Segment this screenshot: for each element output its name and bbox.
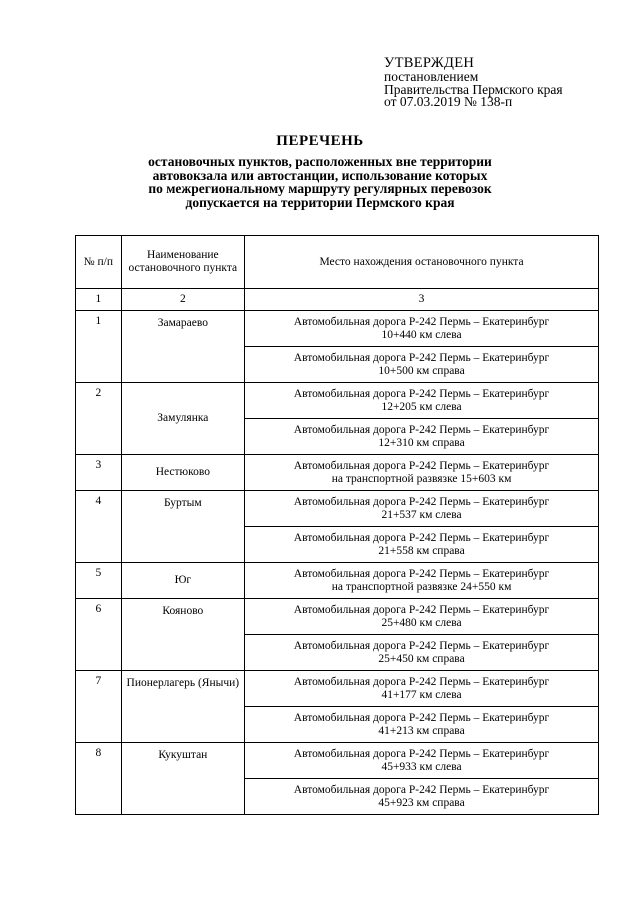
- subtitle-line: по межрегиональному маршруту регулярных перевозок: [148, 181, 492, 196]
- stop-location: [245, 491, 599, 527]
- row-number: 7: [76, 671, 122, 743]
- location-road: Автомобильная дорога Р-242 Пермь – Екатеринбург: [293, 423, 550, 436]
- subtitle-line: допускается на территории Пермского края: [185, 194, 455, 210]
- location-road: Автомобильная дорога Р-242 Пермь – Екатеринбург: [293, 711, 550, 724]
- stop-name: Нестюково: [121, 455, 244, 491]
- row-number: 1: [76, 311, 122, 383]
- stop-name: Кукуштан: [121, 743, 244, 815]
- location-detail: 21+558 км справа: [378, 544, 465, 557]
- approval-line: от 07.03.2019 № 138-п: [384, 94, 513, 109]
- stop-location: [245, 311, 599, 347]
- location-road: Автомобильная дорога Р-242 Пермь – Екатеринбург: [293, 783, 550, 796]
- table-row: [76, 491, 599, 527]
- header-location: Место нахождения остановочного пункта: [245, 236, 599, 289]
- stop-location: [245, 779, 599, 815]
- stop-name: Пионерлагерь (Янычи): [121, 671, 244, 743]
- stop-name: Замараево: [121, 311, 244, 383]
- location-detail: 10+500 км справа: [378, 364, 465, 377]
- location-detail: на транспортной развязке 15+603 км: [331, 472, 512, 485]
- column-number-row: [76, 289, 599, 311]
- location-detail: на транспортной развязке 24+550 км: [331, 580, 512, 593]
- table-row: [76, 743, 599, 779]
- stop-location: [245, 635, 599, 671]
- location-road: Автомобильная дорога Р-242 Пермь – Екатеринбург: [293, 495, 550, 508]
- table-row: [76, 599, 599, 635]
- location-road: Автомобильная дорога Р-242 Пермь – Екатеринбург: [293, 531, 550, 544]
- table-row: [76, 383, 599, 419]
- location-road: Автомобильная дорога Р-242 Пермь – Екатеринбург: [293, 639, 550, 652]
- row-number: 5: [76, 563, 122, 599]
- row-number: 6: [76, 599, 122, 671]
- location-road: Автомобильная дорога Р-242 Пермь – Екатеринбург: [293, 387, 550, 400]
- location-road: Автомобильная дорога Р-242 Пермь – Екатеринбург: [293, 567, 550, 580]
- table-row: [76, 311, 599, 347]
- location-detail: 41+177 км слева: [381, 688, 462, 701]
- table-header-row: [76, 236, 599, 289]
- stop-name: Юг: [121, 563, 244, 599]
- document-subtitle: [0, 155, 640, 209]
- stop-location: [245, 671, 599, 707]
- table-row: [76, 455, 599, 491]
- stop-location: [245, 383, 599, 419]
- column-number: 2: [121, 289, 244, 311]
- location-detail: 12+205 км слева: [381, 400, 462, 413]
- row-number: 4: [76, 491, 122, 563]
- location-detail: 21+537 км слева: [381, 508, 462, 521]
- stop-location: [245, 743, 599, 779]
- row-number: 3: [76, 455, 122, 491]
- stop-location: [245, 455, 599, 491]
- location-road: Автомобильная дорога Р-242 Пермь – Екатеринбург: [293, 747, 550, 760]
- table-row: [76, 563, 599, 599]
- approval-line: Правительства Пермского края: [384, 81, 563, 97]
- approval-heading: УТВЕРЖДЕН: [384, 55, 475, 71]
- document-title: ПЕРЕЧЕНЬ: [276, 133, 364, 149]
- stop-name: Замулянка: [121, 383, 244, 455]
- location-detail: 12+310 км справа: [378, 436, 465, 449]
- table-row: [76, 671, 599, 707]
- stop-location: [245, 563, 599, 599]
- location-road: Автомобильная дорога Р-242 Пермь – Екатеринбург: [293, 315, 550, 328]
- location-road: Автомобильная дорога Р-242 Пермь – Екатеринбург: [293, 675, 550, 688]
- stop-name: Буртым: [121, 491, 244, 563]
- subtitle-line: автовокзала или автостанции, использование которых: [152, 167, 488, 183]
- column-number: 1: [76, 289, 122, 311]
- location-detail: 10+440 км слева: [381, 328, 462, 341]
- location-road: Автомобильная дорога Р-242 Пермь – Екатеринбург: [293, 351, 550, 364]
- stop-name: Кояново: [121, 599, 244, 671]
- location-detail: 41+213 км справа: [378, 724, 465, 737]
- column-number: 3: [245, 289, 599, 311]
- stop-location: [245, 419, 599, 455]
- header-number: № п/п: [76, 236, 122, 289]
- table-body: [76, 311, 599, 815]
- location-detail: 45+923 км справа: [378, 796, 465, 809]
- location-road: Автомобильная дорога Р-242 Пермь – Екатеринбург: [293, 603, 550, 616]
- stop-location: [245, 527, 599, 563]
- header-stop-name: Наименование остановочного пункта: [121, 236, 244, 289]
- stop-location: [245, 599, 599, 635]
- row-number: 8: [76, 743, 122, 815]
- location-detail: 25+480 км слева: [381, 616, 462, 629]
- row-number: 2: [76, 383, 122, 455]
- approval-line: постановлением: [384, 69, 479, 84]
- location-detail: 45+933 км слева: [381, 760, 462, 773]
- location-detail: 25+450 км справа: [378, 652, 465, 665]
- approval-stamp: [384, 55, 624, 109]
- stop-location: [245, 347, 599, 383]
- location-road: Автомобильная дорога Р-242 Пермь – Екатеринбург: [293, 459, 550, 472]
- stop-location: [245, 707, 599, 743]
- subtitle-line: остановочных пунктов, расположенных вне территории: [148, 154, 492, 169]
- stops-table: [75, 235, 599, 815]
